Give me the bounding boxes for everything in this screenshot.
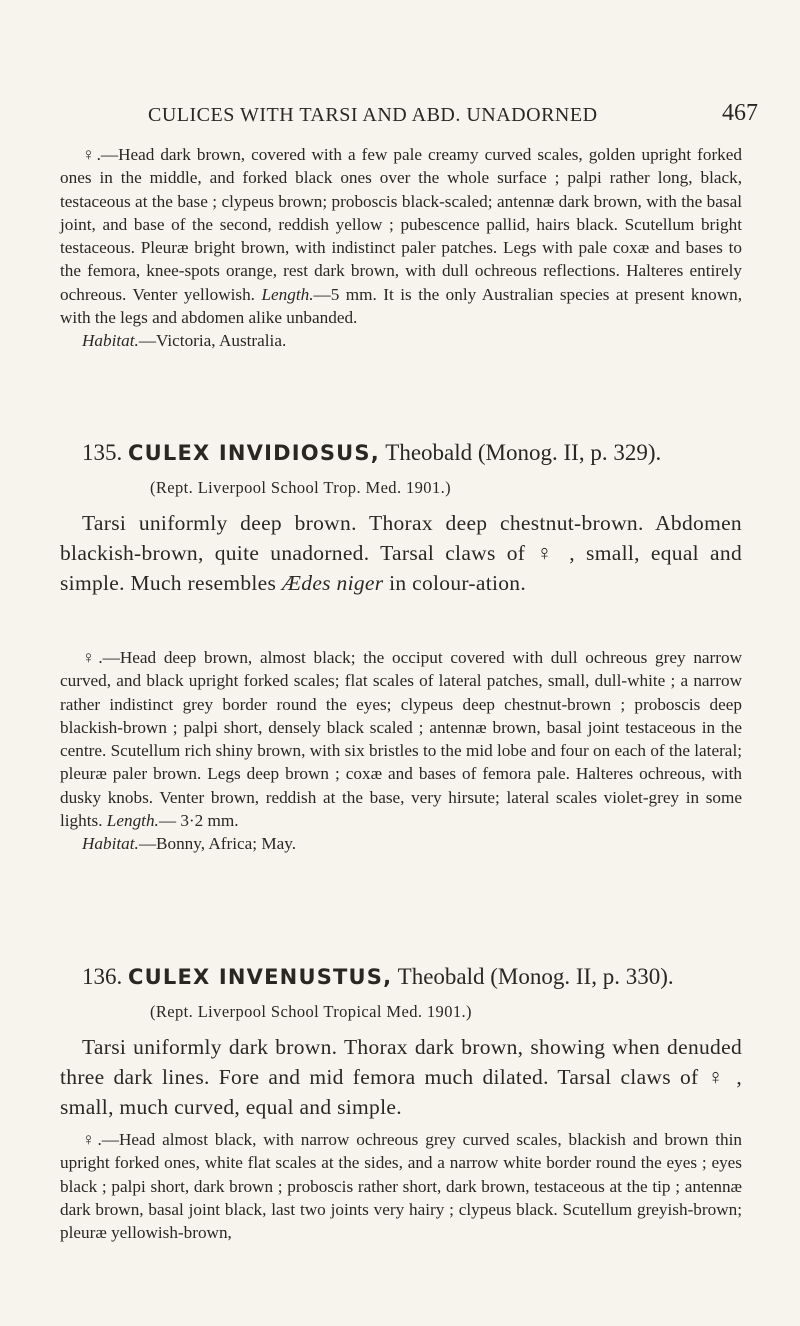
species-135-diagnosis [60,508,742,598]
species-135-habitat-text: —Bonny, Africa; May. [138,834,297,854]
top-female-description [60,143,742,353]
species-135-heading [82,440,742,466]
species-135-habitat-label: Habitat. [82,834,139,854]
species-135-diagnosis-text: Tarsi uniformly deep brown. Thorax deep chestnut-brown. Abdomen blackish-brown, quite unadorned. Tarsal claws of ♀ , small, equal and simple. Much resembles [60,511,742,595]
top-length-label: Length. [261,284,314,304]
species-136-diagnosis [60,1032,742,1122]
species-135-diagnosis-end: in colour-ation. [389,571,527,595]
species-136-heading [82,964,742,990]
species-135-female-description [60,646,742,856]
species-135-female-text: ♀.—Head deep brown, almost black; the occiput covered with dull ochreous grey narrow curved, and black upright forked scales; flat scales of lateral patches, small, dull-white ; a narrow rather indistinct grey border round the eyes; clypeus deep chestnut-brown ; proboscis deep blackish-brown ; palpi short, densely black scaled ; antennæ brown, basal joint testaceous in the centre. Scutellum rich shiny brown, with six bristles to the mid lobe and four on each of the lateral; pleuræ paler brown. Legs deep brown ; coxæ and bases of femora pale. Halteres ochreous, with dusky knobs. Venter brown, reddish at the base, very hirsute; lateral scales violet-grey in some lights. [60,648,742,831]
species-135-name: CULEX INVIDIOSUS, [128,441,380,465]
species-136-name: CULEX INVENUSTUS, [128,965,393,989]
top-female-text: ♀.—Head dark brown, covered with a few pale creamy curved scales, golden upright forked ones in the middle, and forked black ones over the whole surface ; palpi rather long, black, testaceous at the base ; clypeus brown; proboscis black-scaled; antennæ dark brown, with the basal joint, and base of the second, reddish yellow ; pubescence pallid, hairs black. Scutellum bright testaceous. Pleuræ bright brown, with indistinct paler patches. Legs with pale coxæ and bases to the femora, knee-spots orange, rest dark brown, with dull ochreous reflections. Halteres entirely ochreous. Venter yellowish. [60,145,742,304]
top-habitat-text: —Victoria, Australia. [138,331,287,351]
top-length-text: —5 mm. It is the only Australian species at present known, with the legs and abdomen alike unbanded. [60,284,743,328]
species-135-length-label: Length. [106,811,159,831]
page-number: 467 [722,100,758,126]
species-136-female-description [60,1128,742,1244]
species-135-authority: Theobald (Monog. II, p. 329). [385,440,662,465]
species-135-genus-ref: Ædes niger [281,571,384,595]
top-habitat-label: Habitat. [82,331,139,351]
species-136-authority: Theobald (Monog. II, p. 330). [397,964,674,989]
species-135-number: 135. [82,440,123,465]
running-head: CULICES WITH TARSI AND ABD. UNADORNED [148,104,598,126]
species-136-reference: (Rept. Liverpool School Tropical Med. 1901.) [150,1002,472,1021]
species-136-number: 136. [82,964,123,989]
species-136-diagnosis-text: Tarsi uniformly dark brown. Thorax dark brown, showing when denuded three dark lines. Fore and mid femora much dilated. Tarsal claws of ♀ , small, much curved, equal and simple. [60,1035,742,1119]
species-135-reference: (Rept. Liverpool School Trop. Med. 1901.) [150,478,452,497]
species-136-female-text: ♀.—Head almost black, with narrow ochreous grey curved scales, blackish and brown thin upright forked ones, white flat scales at the sides, and a narrow white border round the eyes ; eyes black ; palpi short, dark brown ; proboscis rather short, dark brown, testaceous at the tip ; antennæ dark brown, basal joint black, last two joints very hairy ; clypeus black. Scutellum greyish-brown; pleuræ yellowish-brown, [60,1130,742,1243]
species-135-length-text: — 3·2 mm. [158,811,239,831]
